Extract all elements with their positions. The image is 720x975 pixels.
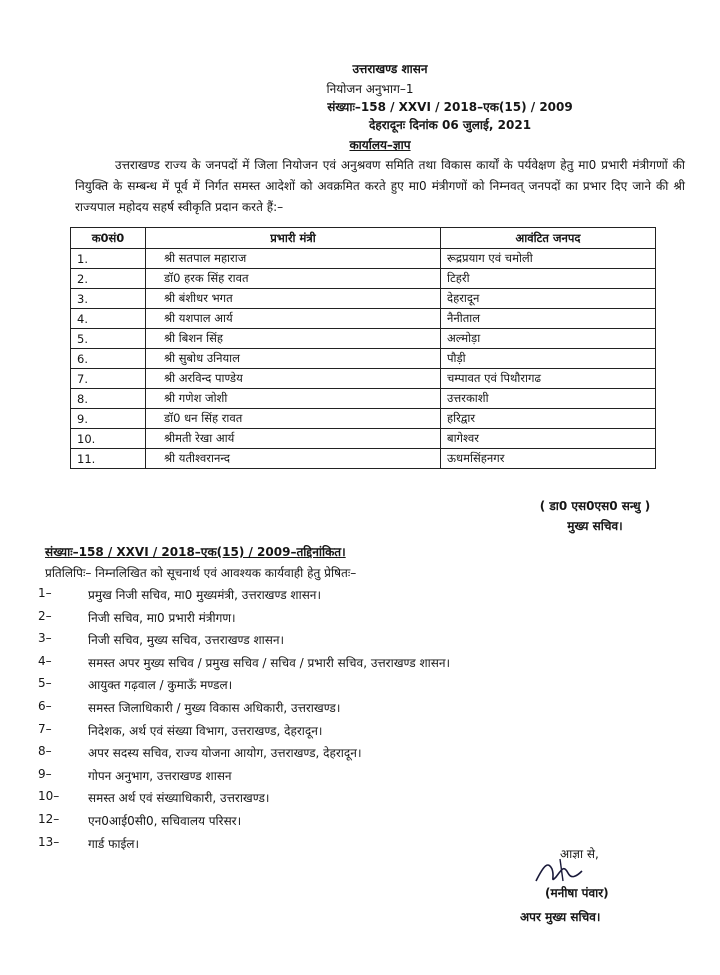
- list-item-number: 5–: [38, 676, 52, 691]
- table-row: [71, 269, 656, 289]
- district-cell: हरिद्वार: [441, 409, 656, 429]
- list-item: [38, 699, 678, 722]
- document-type: कार्यालय–ज्ञाप: [349, 138, 411, 152]
- list-item-text: अपर सदस्य सचिव, राज्य योजना आयोग, उत्तराखण्ड, देहरादून।: [88, 746, 362, 761]
- table-header-row: [71, 228, 656, 249]
- table-row: [71, 409, 656, 429]
- district-cell: बागेश्वर: [441, 429, 656, 449]
- second-signatory-designation: अपर मुख्य सचिव।: [520, 910, 601, 924]
- section-name: नियोजन अनुभाग–1: [326, 82, 414, 96]
- minister-cell: डॉ0 धन सिंह रावत: [146, 409, 441, 429]
- serial-cell: 2.: [71, 269, 146, 289]
- reference-number: संख्याः–158 / XXVI / 2018–एक(15) / 2009: [327, 100, 573, 114]
- list-item-number: 8–: [38, 744, 52, 759]
- signatory-designation: मुख्य सचिव।: [567, 519, 623, 533]
- list-item-number: 2–: [38, 608, 52, 623]
- table-row: [71, 309, 656, 329]
- header-minister: प्रभारी मंत्री: [146, 228, 441, 249]
- serial-cell: 1.: [71, 249, 146, 269]
- minister-cell: श्री बंशीधर भगत: [146, 289, 441, 309]
- list-item-text: गोपन अनुभाग, उत्तराखण्ड शासन: [88, 768, 232, 783]
- serial-cell: 7.: [71, 369, 146, 389]
- list-item: [38, 631, 678, 654]
- second-signatory-name: (मनीषा पंवार): [545, 886, 609, 900]
- district-cell: ऊधमसिंहनगर: [441, 449, 656, 469]
- list-item-number: 7–: [38, 721, 52, 736]
- table-row: [71, 449, 656, 469]
- list-item-text: निजी सचिव, मा0 प्रभारी मंत्रीगण।: [88, 610, 236, 625]
- district-cell: नैनीताल: [441, 309, 656, 329]
- copy-list: [38, 586, 678, 857]
- list-item: [38, 767, 678, 790]
- minister-cell: श्री बिशन सिंह: [146, 329, 441, 349]
- list-item-text: निजी सचिव, मुख्य सचिव, उत्तराखण्ड शासन।: [88, 633, 285, 648]
- district-cell: उत्तरकाशी: [441, 389, 656, 409]
- list-item-text: समस्त अपर मुख्य सचिव / प्रमुख सचिव / सचिव / प्रभारी सचिव, उत्तराखण्ड शासन।: [88, 655, 451, 670]
- district-cell: रूद्रप्रयाग एवं चमोली: [441, 249, 656, 269]
- table-row: [71, 389, 656, 409]
- district-cell: देहरादून: [441, 289, 656, 309]
- list-item: [38, 609, 678, 632]
- government-title: उत्तराखण्ड शासन: [352, 62, 428, 76]
- list-item-number: 6–: [38, 698, 52, 713]
- list-item: [38, 812, 678, 835]
- list-item: [38, 676, 678, 699]
- list-item-text: समस्त जिलाधिकारी / मुख्य विकास अधिकारी, उत्तराखण्ड।: [88, 700, 341, 715]
- minister-cell: श्री यशपाल आर्य: [146, 309, 441, 329]
- list-item-number: 12–: [38, 811, 60, 826]
- copy-intro: प्रतिलिपिः– निम्नलिखित को सूचनार्थ एवं आवश्यक कार्यवाही हेतु प्रेषितः–: [45, 566, 357, 580]
- list-item-text: गार्ड फाईल।: [88, 836, 140, 851]
- list-item-number: 1–: [38, 586, 52, 600]
- district-cell: टिहरी: [441, 269, 656, 289]
- district-cell: अल्मोड़ा: [441, 329, 656, 349]
- list-item-text: आयुक्त गढ़वाल / कुमाऊँ मण्डल।: [88, 678, 233, 693]
- by-order-text: आज्ञा से,: [560, 847, 599, 861]
- list-item: [38, 744, 678, 767]
- list-item-text: निदेशक, अर्थ एवं संख्या विभाग, उत्तराखण्ड, देहरादून।: [88, 723, 323, 738]
- body-paragraph: [75, 155, 685, 218]
- minister-allocation-table: [70, 227, 656, 469]
- list-item-number: 4–: [38, 653, 52, 668]
- list-item: [38, 789, 678, 812]
- minister-cell: श्री यतीश्वरानन्द: [146, 449, 441, 469]
- body-paragraph-text: उत्तराखण्ड राज्य के जनपदों में जिला नियोजन एवं अनुश्रवण समिति तथा विकास कार्यों के पर्यवेक्षण हेतु मा0 प्रभारी मंत्रीगणों की नियुक्ति के सम्बन्ध में पूर्व में निर्गत समस्त आदेशों को अवक्रमित करते हुए मा0 मंत्रीगणों को निम्नवत् जनपदों का प्रभार दिए जाने की श्री राज्यपाल महोदय सहर्ष स्वीकृति प्रदान करते हैं:–: [75, 158, 685, 214]
- list-item-number: 3–: [38, 631, 52, 646]
- minister-cell: श्री गणेश जोशी: [146, 389, 441, 409]
- list-item-text: प्रमुख निजी सचिव, मा0 मुख्यमंत्री, उत्तराखण्ड शासन।: [88, 588, 322, 602]
- district-cell: पौड़ी: [441, 349, 656, 369]
- table-row: [71, 349, 656, 369]
- list-item-number: 10–: [38, 789, 60, 804]
- place-date: देहरादूनः दिनांक 06 जुलाई, 2021: [368, 118, 532, 132]
- table-row: [71, 429, 656, 449]
- minister-cell: श्री सतपाल महाराज: [146, 249, 441, 269]
- table-row: [71, 289, 656, 309]
- minister-cell: श्रीमती रेखा आर्य: [146, 429, 441, 449]
- district-cell: चम्पावत एवं पिथौरागढ: [441, 369, 656, 389]
- minister-cell: श्री सुबोध उनियाल: [146, 349, 441, 369]
- copy-reference-number: संख्याः–158 / XXVI / 2018–एक(15) / 2009–तद्दिनांकित।: [45, 545, 346, 559]
- serial-cell: 11.: [71, 449, 146, 469]
- minister-cell: डॉ0 हरक सिंह रावत: [146, 269, 441, 289]
- serial-cell: 5.: [71, 329, 146, 349]
- list-item-text: एन0आई0सी0, सचिवालय परिसर।: [88, 813, 242, 828]
- signatory-name: ( डा0 एस0एस0 सन्धु ): [539, 499, 651, 513]
- list-item-text: समस्त अर्थ एवं संख्याधिकारी, उत्तराखण्ड।: [88, 791, 270, 806]
- list-item: [38, 586, 678, 609]
- table-row: [71, 369, 656, 389]
- serial-cell: 6.: [71, 349, 146, 369]
- table-row: [71, 329, 656, 349]
- header-district: आवंटित जनपद: [441, 228, 656, 249]
- serial-cell: 10.: [71, 429, 146, 449]
- list-item-number: 13–: [38, 834, 60, 849]
- minister-cell: श्री अरविन्द पाण्डेय: [146, 369, 441, 389]
- list-item-number: 9–: [38, 766, 52, 781]
- list-item: [38, 722, 678, 745]
- serial-cell: 4.: [71, 309, 146, 329]
- list-item: [38, 654, 678, 677]
- serial-cell: 8.: [71, 389, 146, 409]
- table-row: [71, 249, 656, 269]
- serial-cell: 9.: [71, 409, 146, 429]
- header-serial: क0सं0: [71, 228, 146, 249]
- serial-cell: 3.: [71, 289, 146, 309]
